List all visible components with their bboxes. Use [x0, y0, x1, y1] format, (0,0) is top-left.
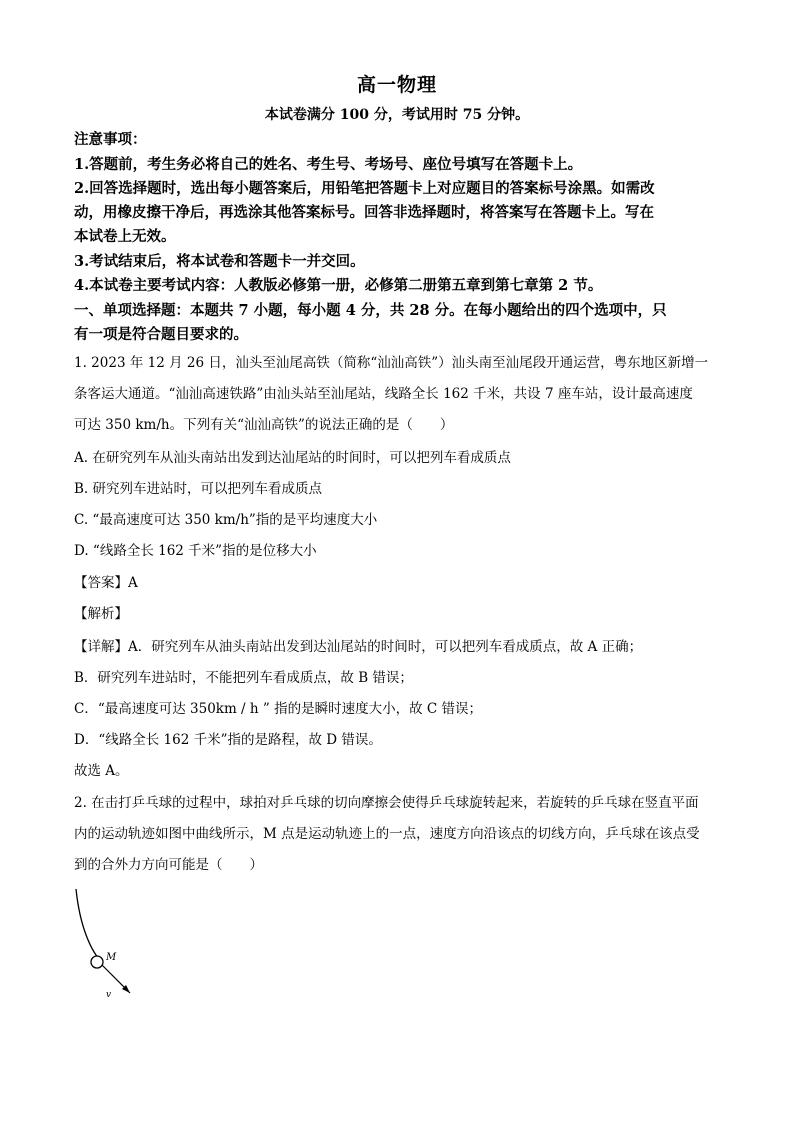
q1-analysis-heading: 【解析】 — [74, 606, 128, 622]
section-heading: 一、单项选择题：本题共 7 小题，每小题 4 分，共 28 分。在每小题给出的四个选项中，只 — [74, 302, 667, 319]
q1-analysis-line: C．“最高速度可达 350km / h ” 指的是瞬时速度大小，故 C 错误； — [74, 701, 482, 717]
q2-stem: 到的合外力方向可能是（ ） — [74, 857, 263, 873]
notice-line: 动，用橡皮擦干净后，再选涂其他答案标号。回答非选择题时，将答案写在答题卡上。写在 — [74, 204, 654, 221]
q1-option-c: C. “最高速度可达 350 km/h”指的是平均速度大小 — [74, 512, 378, 528]
q1-analysis-line: D．“线路全长 162 千米”指的是路程，故 D 错误。 — [74, 732, 382, 748]
trajectory-curve — [76, 889, 102, 962]
q1-stem: 1. 2023 年 12 月 26 日，汕头至汕尾高铁（简称“汕汕高铁”）汕头南至汕尾段开通运营，粤东地区新增一 — [74, 355, 709, 371]
q1-stem: 条客运大通道。“汕汕高速铁路”由汕头站至汕尾站，线路全长 162 千米，共设 7 座车站，设计最高速度 — [74, 386, 693, 402]
notice-line: 本试卷上无效。 — [74, 228, 176, 245]
page-title: 高一物理 — [356, 74, 437, 96]
q1-option-b: B. 研究列车进站时，可以把列车看成质点 — [74, 481, 323, 497]
notice-line: 4.本试卷主要考试内容：人教版必修第一册，必修第二册第五章到第七章第 2 节。 — [74, 277, 603, 294]
q2-stem: 2. 在击打乒乓球的过程中，球拍对乒乓球的切向摩擦会使得乒乓球旋转起来，若旋转的乒乓球在竖直平面 — [74, 795, 699, 811]
q2-stem: 内的运动轨迹如图中曲线所示，M 点是运动轨迹上的一点，速度方向沿该点的切线方向，乒乓球在该点受 — [74, 826, 700, 842]
q1-analysis-line: 【详解】A．研究列车从油头南站出发到达汕尾站的时间时，可以把列车看成质点，故 A 正确； — [74, 639, 643, 655]
notice-heading: 注意事项： — [74, 131, 147, 148]
trajectory-figure — [70, 883, 160, 1003]
velocity-label: v — [106, 990, 112, 1000]
point-label: M — [106, 952, 117, 963]
notice-line: 2.回答选择题时，选出每小题答案后，用铅笔把答题卡上对应题目的答案标号涂黑。如需改 — [74, 180, 655, 197]
q1-analysis-line: B．研究列车进站时，不能把列车看成质点，故 B 错误； — [74, 670, 413, 686]
section-heading: 有一项是符合题目要求的。 — [74, 326, 248, 343]
ping-pong-ball — [91, 956, 103, 968]
notice-line: 1.答题前，考生务必将自己的姓名、考生号、考场号、座位号填写在答题卡上。 — [74, 156, 583, 173]
q1-analysis-line: 故选 A。 — [74, 763, 129, 779]
page-subtitle: 本试卷满分 100 分，考试用时 75 分钟。 — [264, 107, 530, 123]
q1-answer: 【答案】A — [74, 575, 138, 591]
q1-option-a: A. 在研究列车从汕头南站出发到达汕尾站的时间时，可以把列车看成质点 — [74, 450, 511, 466]
q1-option-d: D. “线路全长 162 千米”指的是位移大小 — [74, 543, 317, 559]
notice-line: 3.考试结束后，将本试卷和答题卡一并交回。 — [74, 253, 365, 270]
q1-stem: 可达 350 km/h。下列有关“汕汕高铁”的说法正确的是（ ） — [74, 417, 454, 433]
